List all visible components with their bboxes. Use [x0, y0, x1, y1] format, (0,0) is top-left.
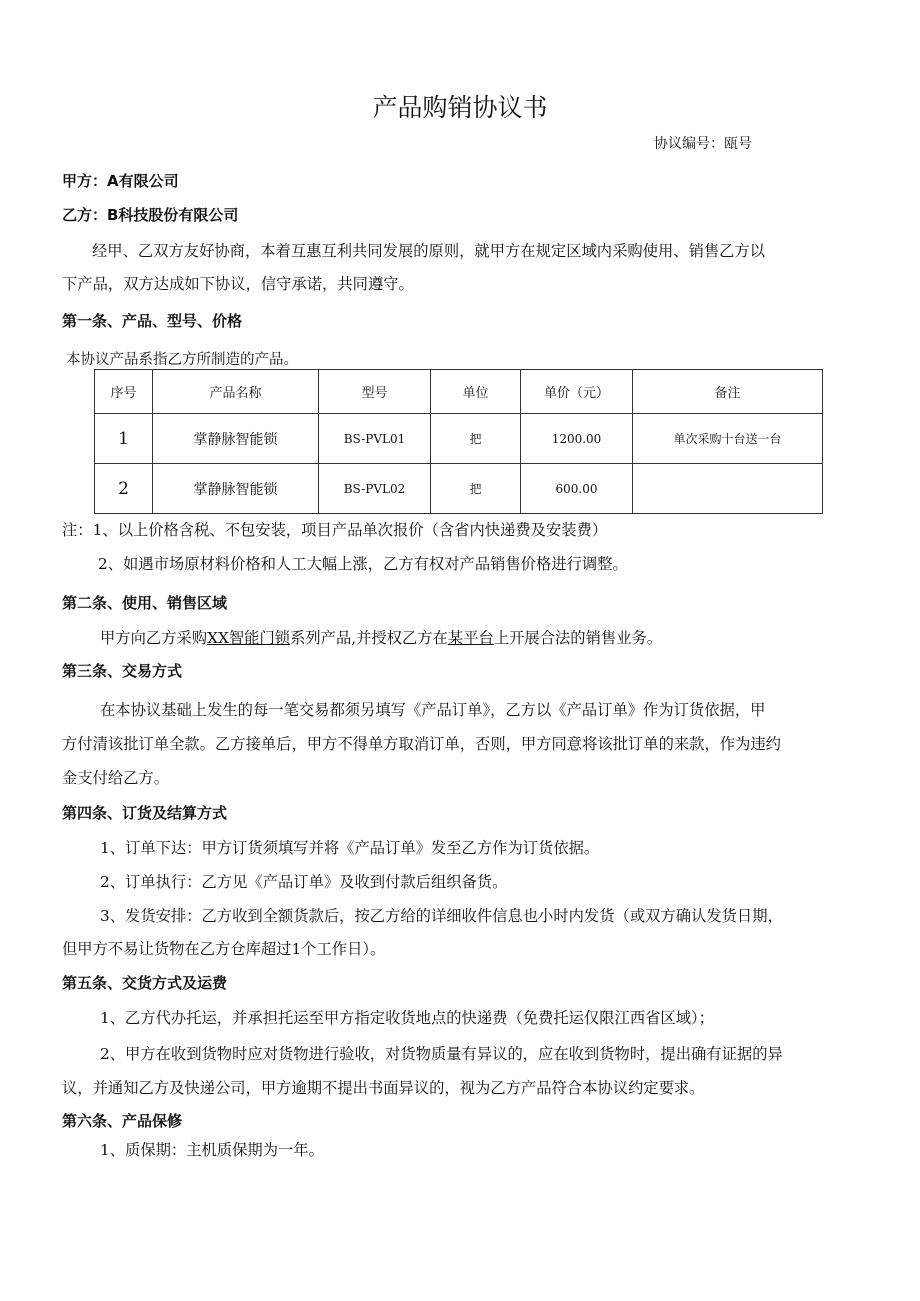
article3-line-2: 方付清该批订单全款。乙方接单后，甲方不得单方取消订单，否则，甲方同意将该批订单的来款，作为违约 — [62, 735, 781, 753]
article6-heading: 第六条、产品保修 — [62, 1112, 183, 1130]
article1-note-1: 注：1、以上价格含税、不包安装，项目产品单次报价（含省内快递费及安装费） — [62, 521, 608, 539]
party-a: 甲方：A有限公司 — [62, 172, 179, 190]
cell-model: BS-PVL02 — [319, 464, 431, 514]
cell-model: BS-PVL01 — [319, 414, 431, 464]
col-header-model: 型号 — [319, 370, 431, 414]
cell-product-name: 掌静脉智能锁 — [153, 464, 319, 514]
col-header-product-name: 产品名称 — [153, 370, 319, 414]
article3-heading: 第三条、交易方式 — [62, 662, 183, 680]
article4-item-3-line-1: 3、发货安排：乙方收到全额货款后，按乙方给的详细收件信息也小时内发货（或双方确认发货日期， — [100, 907, 783, 925]
article6-item-1: 1、质保期：主机质保期为一年。 — [100, 1141, 324, 1159]
col-header-remarks: 备注 — [633, 370, 823, 414]
article5-item-1: 1、乙方代办托运，并承担托运至甲方指定收货地点的快递费（免费托运仅限江西省区域）； — [100, 1009, 714, 1027]
col-header-unit: 单位 — [431, 370, 521, 414]
col-header-index: 序号 — [95, 370, 153, 414]
intro-line-2: 下产品，双方达成如下协议，信守承诺，共同遵守。 — [62, 275, 414, 293]
article2-text-after: 上开展合法的销售业务。 — [493, 629, 663, 647]
document-title: 产品购销协议书 — [372, 93, 548, 122]
article2-platform: 某平台 — [447, 629, 494, 647]
article1-heading: 第一条、产品、型号、价格 — [62, 312, 243, 330]
cell-unit-price: 1200.00 — [521, 414, 633, 464]
article4-heading: 第四条、订货及结算方式 — [62, 804, 228, 822]
article2-heading: 第二条、使用、销售区域 — [62, 594, 228, 612]
cell-unit-price: 600.00 — [521, 464, 633, 514]
table-header-row — [95, 370, 823, 414]
agreement-number: 协议编号：瓯号 — [654, 136, 752, 152]
article5-heading: 第五条、交货方式及运费 — [62, 974, 228, 992]
intro-line-1: 经甲、乙双方友好协商，本着互惠互利共同发展的原则，就甲方在规定区域内采购使用、销售乙方以 — [92, 242, 766, 260]
article3-line-1: 在本协议基础上发生的每一笔交易都须另填写《产品订单》，乙方以《产品订单》作为订货依据，甲 — [100, 701, 766, 719]
cell-index: 1 — [95, 414, 153, 464]
cell-unit: 把 — [431, 464, 521, 514]
cell-product-name: 掌静脉智能锁 — [153, 414, 319, 464]
cell-remarks — [633, 464, 823, 514]
table-row — [95, 414, 823, 464]
table-row — [95, 464, 823, 514]
article2-product-series: XX智能门锁 — [207, 629, 291, 647]
product-table — [94, 369, 823, 514]
article1-desc: 本协议产品系指乙方所制造的产品。 — [66, 352, 298, 368]
party-b: 乙方：B科技股份有限公司 — [62, 206, 239, 224]
cell-remarks: 单次采购十台送一台 — [633, 414, 823, 464]
article5-item-2-line-2: 议，并通知乙方及快递公司，甲方逾期不提出书面异议的，视为乙方产品符合本协议约定要求。 — [62, 1079, 705, 1097]
article2-text-before: 甲方向乙方采购 — [100, 629, 208, 647]
article3-line-3: 金支付给乙方。 — [62, 769, 170, 787]
article2-text — [100, 626, 662, 648]
article4-item-2: 2、订单执行：乙方见《产品订单》及收到付款后组织备货。 — [100, 873, 508, 891]
cell-index: 2 — [95, 464, 153, 514]
article4-item-3-line-2: 但甲方不易让货物在乙方仓库超过1个工作日）。 — [62, 940, 386, 958]
article2-text-middle: 系列产品,并授权乙方在 — [290, 629, 448, 647]
article5-item-2-line-1: 2、甲方在收到货物时应对货物进行验收，对货物质量有异议的，应在收到货物时，提出确有证据的异 — [100, 1045, 783, 1063]
cell-unit: 把 — [431, 414, 521, 464]
article4-item-1: 1、订单下达：甲方订货须填写并将《产品订单》发至乙方作为订货依据。 — [100, 839, 600, 857]
article1-note-2: 2、如遇市场原材料价格和人工大幅上涨，乙方有权对产品销售价格进行调整。 — [98, 555, 628, 573]
col-header-unit-price: 单价（元） — [521, 370, 633, 414]
